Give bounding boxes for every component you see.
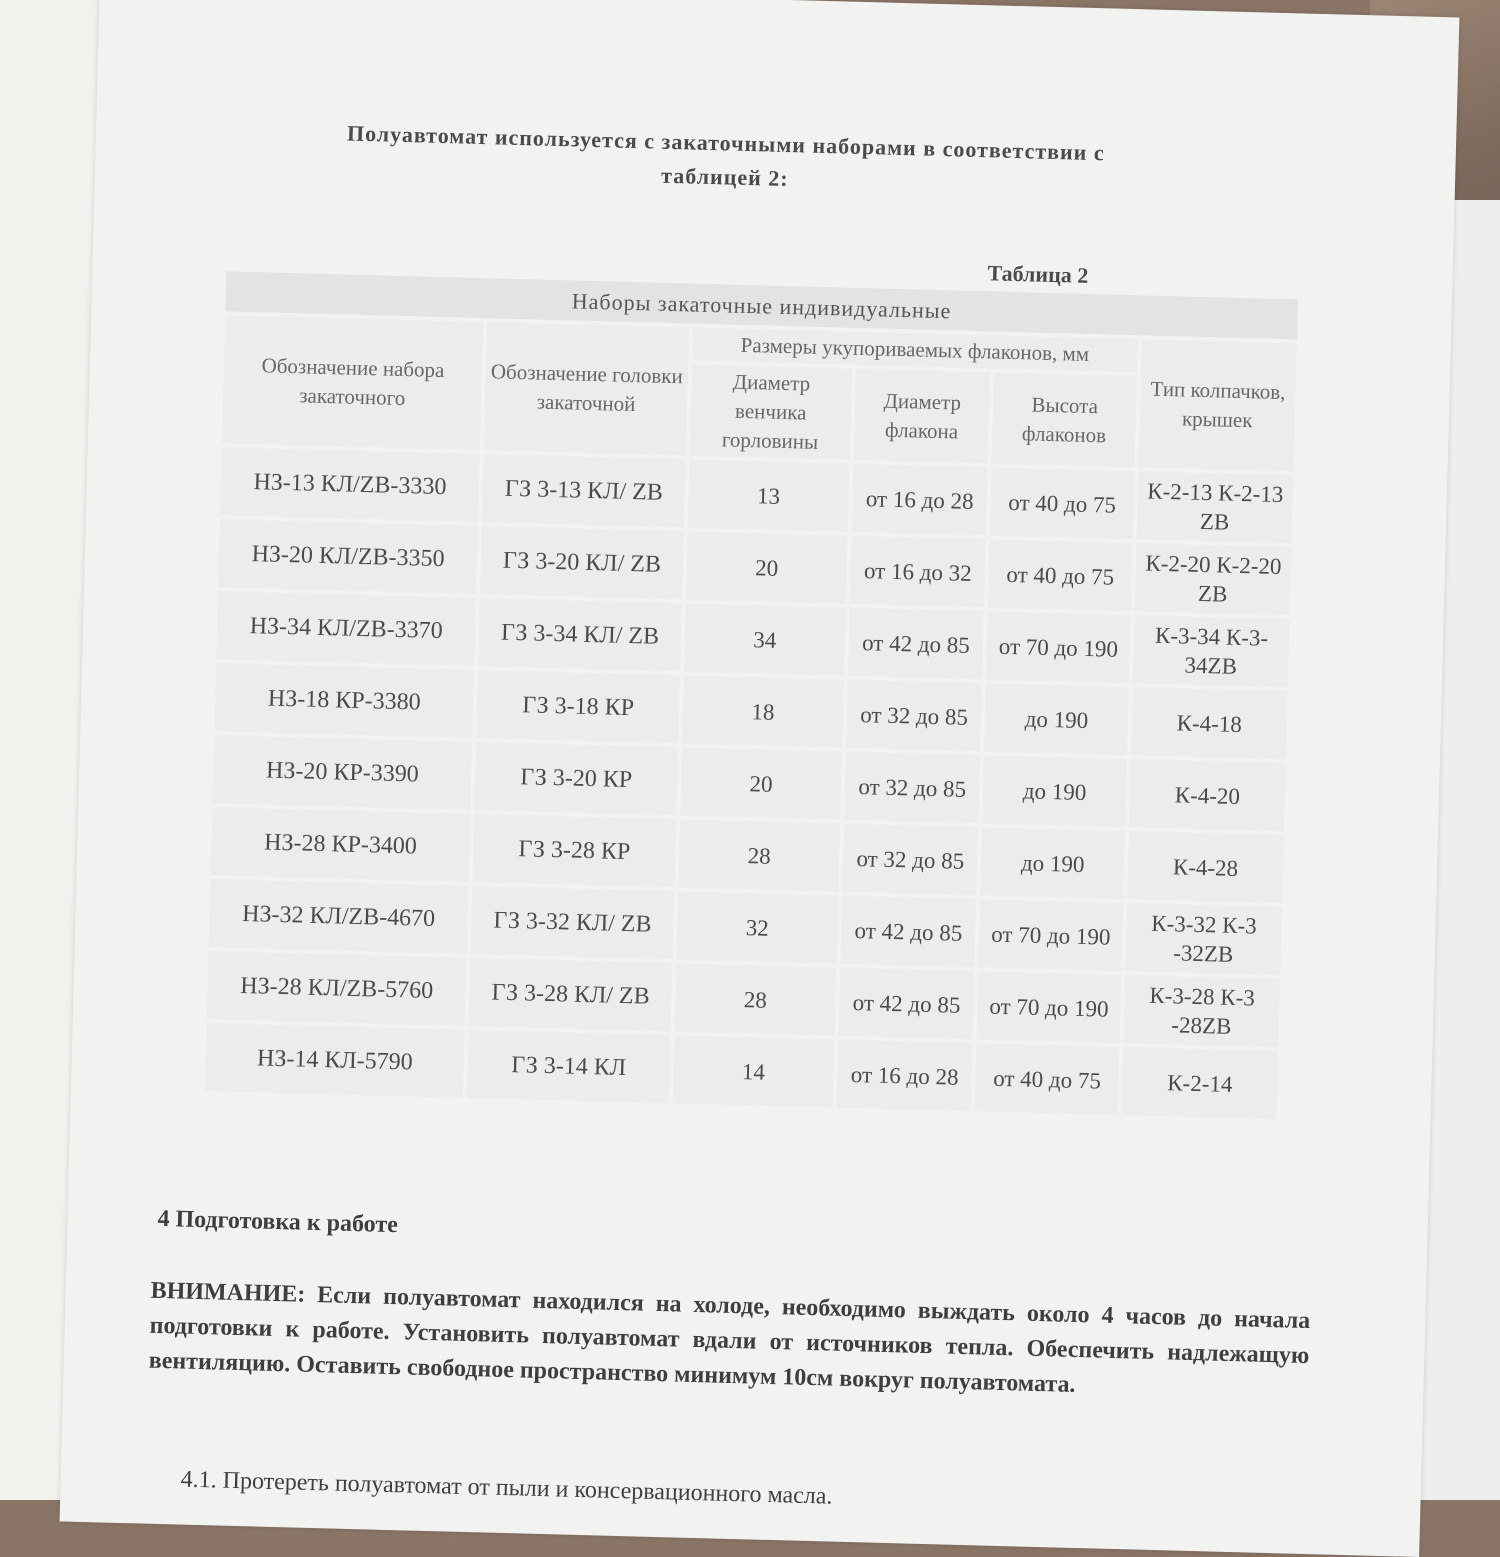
cell-set-designation: НЗ-28 КЛ/ZB-5760 bbox=[207, 951, 467, 1026]
cell-set-designation: НЗ-13 КЛ/ZB-3330 bbox=[220, 447, 480, 522]
cell-neck-diameter: 28 bbox=[678, 819, 840, 891]
table-container bbox=[201, 267, 1302, 1123]
cell-neck-diameter: 13 bbox=[688, 460, 850, 532]
table-body bbox=[205, 447, 1293, 1119]
cell-head-designation: ГЗ 3-20 КР bbox=[475, 742, 678, 815]
cell-head-designation: ГЗ 3-28 КЛ/ ZB bbox=[469, 958, 672, 1031]
cell-bottle-diameter: от 32 до 85 bbox=[844, 752, 980, 823]
cell-neck-diameter: 34 bbox=[684, 603, 846, 675]
cell-set-designation: НЗ-18 КР-3380 bbox=[214, 663, 474, 738]
step-4-1: 4.1. Протереть полуавтомат от пыли и консервационного масла. bbox=[180, 1466, 833, 1510]
intro-text bbox=[245, 114, 1206, 207]
cell-bottle-height: от 40 до 75 bbox=[990, 467, 1134, 539]
header-sizes-group: Размеры укупориваемых флаконов, мм bbox=[692, 328, 1138, 373]
cell-bottle-height: до 190 bbox=[981, 827, 1125, 899]
cell-neck-diameter: 28 bbox=[674, 963, 836, 1035]
cell-cap-type: К-2-20 К-2-20 ZB bbox=[1135, 543, 1292, 615]
cell-bottle-diameter: от 16 до 32 bbox=[850, 536, 986, 607]
cell-bottle-diameter: от 42 до 85 bbox=[848, 608, 984, 679]
cell-head-designation: ГЗ 3-18 КР bbox=[477, 670, 680, 743]
cell-head-designation: ГЗ 3-14 КЛ bbox=[467, 1030, 670, 1103]
table-caption: Наборы закаточные индивидуальные bbox=[225, 271, 1298, 339]
cell-head-designation: ГЗ 3-13 КЛ/ ZB bbox=[482, 454, 685, 527]
cell-head-designation: ГЗ 3-20 КЛ/ ZB bbox=[480, 526, 683, 599]
warning-paragraph: ВНИМАНИЕ: Если полуавтомат находился на холоде, необходимо выждать около 4 часов до начала подготовки к работе. Установить полуавтомат вдали от источников тепла. Обеспечить надлежащую вентиляцию. Оставить свободное пространство минимум 10см вокруг полуавтомата. bbox=[148, 1277, 1311, 1398]
cell-bottle-diameter: от 42 до 85 bbox=[839, 968, 975, 1039]
cell-neck-diameter: 32 bbox=[676, 891, 838, 963]
header-bottle-height: Высота флаконов bbox=[992, 372, 1137, 467]
header-cap-type: Тип колпачков, крышек bbox=[1138, 339, 1296, 471]
cell-bottle-height: от 40 до 75 bbox=[988, 539, 1132, 611]
cell-cap-type: К-2-14 bbox=[1121, 1047, 1278, 1119]
cell-bottle-diameter: от 16 до 28 bbox=[852, 464, 988, 535]
cell-bottle-height: до 190 bbox=[984, 683, 1128, 755]
cell-bottle-diameter: от 16 до 28 bbox=[837, 1040, 973, 1111]
cell-neck-diameter: 14 bbox=[673, 1035, 835, 1107]
cell-neck-diameter: 20 bbox=[686, 532, 848, 604]
cell-set-designation: НЗ-20 КР-3390 bbox=[212, 735, 472, 810]
cell-set-designation: НЗ-20 КЛ/ZB-3350 bbox=[218, 519, 478, 594]
header-head-designation: Обозначение головки закаточной bbox=[484, 322, 689, 455]
table-label: Таблица 2 bbox=[987, 260, 1089, 288]
cell-bottle-diameter: от 32 до 85 bbox=[842, 824, 978, 895]
cell-bottle-height: от 70 до 190 bbox=[986, 611, 1130, 683]
header-neck-diameter: Диаметр венчика горловины bbox=[690, 365, 852, 460]
intro-line-1: Полуавтомат используется с закаточными наборами в соответствии с bbox=[346, 120, 1106, 166]
cell-bottle-height: от 70 до 190 bbox=[977, 971, 1121, 1043]
cell-head-designation: ГЗ 3-34 КЛ/ ZB bbox=[478, 598, 681, 671]
cell-bottle-diameter: от 42 до 85 bbox=[840, 896, 976, 967]
cell-cap-type: К-3-34 К-3-34ZB bbox=[1133, 615, 1290, 687]
cell-set-designation: НЗ-28 КР-3400 bbox=[211, 807, 471, 882]
cell-head-designation: ГЗ 3-32 КЛ/ ZB bbox=[471, 886, 674, 959]
cell-bottle-height: от 40 до 75 bbox=[975, 1043, 1119, 1115]
cell-neck-diameter: 20 bbox=[680, 747, 842, 819]
cell-bottle-diameter: от 32 до 85 bbox=[846, 680, 982, 751]
cell-head-designation: ГЗ 3-28 КР bbox=[473, 814, 676, 887]
cell-bottle-height: до 190 bbox=[982, 755, 1126, 827]
cell-set-designation: НЗ-32 КЛ/ZB-4670 bbox=[209, 879, 469, 954]
cell-cap-type: К-4-20 bbox=[1129, 759, 1286, 831]
cell-set-designation: НЗ-34 КЛ/ZB-3370 bbox=[216, 591, 476, 666]
cell-set-designation: НЗ-14 КЛ-5790 bbox=[205, 1023, 465, 1098]
cell-bottle-height: от 70 до 190 bbox=[979, 899, 1123, 971]
header-set-designation: Обозначение набора закаточного bbox=[222, 315, 484, 450]
cell-neck-diameter: 18 bbox=[682, 675, 844, 747]
document-page bbox=[60, 0, 1460, 1557]
cell-cap-type: К-3-28 К-3 -28ZB bbox=[1123, 975, 1280, 1047]
cell-cap-type: К-4-28 bbox=[1127, 831, 1284, 903]
header-bottle-diameter: Диаметр флакона bbox=[854, 369, 991, 463]
intro-line-2: таблицей 2: bbox=[660, 162, 790, 192]
cell-cap-type: К-3-32 К-3 -32ZB bbox=[1125, 903, 1282, 975]
section-title: 4 Подготовка к работе bbox=[157, 1205, 399, 1239]
cell-cap-type: К-2-13 К-2-13 ZB bbox=[1137, 471, 1294, 543]
cell-cap-type: К-4-18 bbox=[1131, 687, 1288, 759]
crimping-sets-table bbox=[201, 267, 1302, 1123]
